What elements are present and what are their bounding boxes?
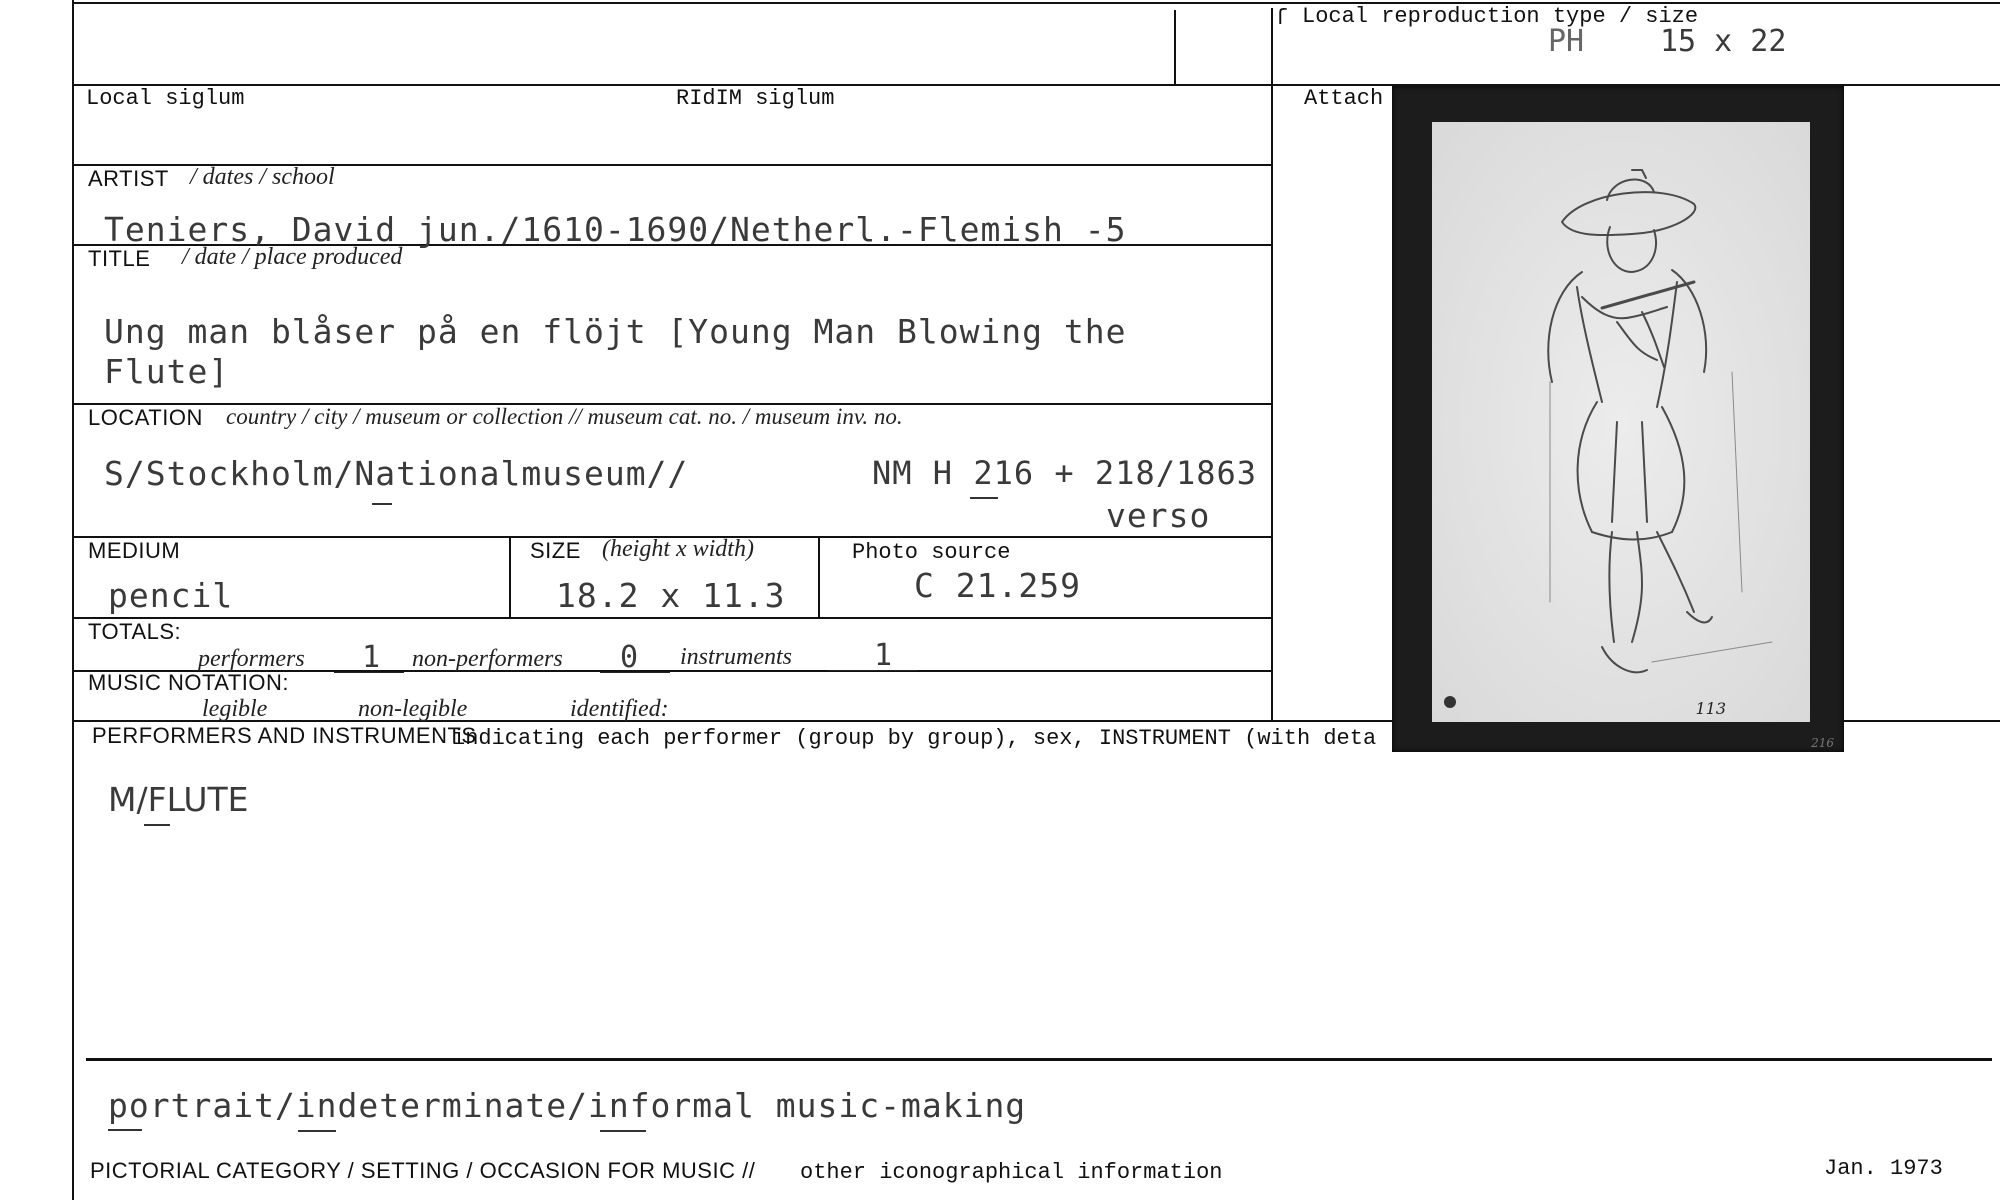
photo-corner-mark: 113 — [1695, 699, 1726, 718]
flute-player-sketch-icon — [1432, 122, 1810, 722]
ridim-siglum-label: RIdIM siglum — [676, 86, 835, 111]
attach-label: Attach — [1304, 86, 1384, 111]
photo-source-value: C 21.259 — [914, 566, 1081, 605]
size-value: 18.2 x 11.3 — [556, 576, 786, 615]
instruments-label: instruments — [680, 644, 793, 670]
size-sub-label: (height x width) — [602, 536, 754, 562]
identified-label: identified: — [570, 696, 669, 722]
instruments-blank — [828, 670, 918, 671]
location-value: S/Stockholm/Nationalmuseum// — [104, 454, 689, 493]
location-inv-no: NM H 216 + 218/1863 — [872, 454, 1258, 492]
photo-bottom-mark: 216 — [1811, 736, 1834, 750]
totals-label: TOTALS: — [88, 619, 182, 644]
reproduction-size: 15 x 22 — [1660, 24, 1787, 59]
portrait-underline-mark — [108, 1129, 142, 1131]
instruments-value: 1 — [874, 638, 893, 673]
music-notation-label: MUSIC NOTATION: — [88, 670, 290, 695]
non-legible-label: non-legible — [358, 696, 468, 722]
performers-label: performers — [198, 646, 305, 672]
title-value-line2: Flute] — [104, 352, 230, 391]
informal-underline-mark — [600, 1130, 646, 1132]
header-divider-left — [1174, 10, 1176, 85]
size-label: SIZE — [530, 538, 581, 563]
flute-underline-mark — [144, 824, 170, 826]
artist-sub-label: / dates / school — [190, 164, 335, 190]
reproduction-corner-mark: ſ — [1275, 6, 1289, 31]
performers-instruments-value: M/FLUTE — [108, 780, 249, 819]
card-date: Jan. 1973 — [1824, 1156, 1943, 1181]
attached-photograph — [1392, 86, 1844, 752]
medium-size-divider — [509, 536, 511, 618]
pictorial-value: portrait/indeterminate/informal music-making — [108, 1086, 1027, 1125]
title-label: TITLE — [88, 246, 151, 271]
drawing-paper — [1432, 122, 1810, 722]
medium-value: pencil — [108, 576, 234, 615]
local-siglum-label: Local siglum — [86, 86, 245, 111]
performers-value: 1 — [362, 640, 381, 675]
card-left-edge — [72, 0, 74, 1200]
indeterminate-underline-mark — [298, 1130, 336, 1132]
non-performers-value: 0 — [620, 640, 639, 675]
title-value-line1: Ung man blåser på en flöjt [Young Man Blowing the — [104, 312, 1127, 351]
performers-instruments-label: PERFORMERS AND INSTRUMENTS — [92, 723, 477, 748]
legible-label: legible — [202, 696, 268, 722]
artist-label: ARTIST — [88, 166, 169, 191]
location-inv-note: verso — [1106, 496, 1211, 535]
pictorial-top-rule — [86, 1058, 1992, 1061]
medium-label: MEDIUM — [88, 538, 181, 563]
local-reproduction-label: Local reproduction type / size — [1302, 4, 1699, 29]
location-label: LOCATION — [88, 405, 203, 430]
non-performers-label: non-performers — [412, 646, 563, 672]
photo-source-label: Photo source — [852, 540, 1011, 565]
pictorial-label: PICTORIAL CATEGORY / SETTING / OCCASION FOR MUSIC // — [90, 1158, 756, 1183]
size-photo-divider — [818, 536, 820, 618]
title-sub-label: / date / place produced — [182, 244, 403, 270]
pictorial-sub-label: other iconographical information — [800, 1160, 1223, 1185]
card-top-edge — [72, 2, 2000, 4]
medium-bottom-rule — [72, 617, 1271, 619]
location-sub-label: country / city / museum or collection // museum cat. no. / museum inv. no. — [226, 404, 903, 429]
reproduction-type: PH — [1548, 24, 1585, 59]
right-column-divider — [1271, 8, 1273, 720]
artist-value: Teniers, David jun./1610-1690/Netherl.-Flemish -5 — [104, 210, 1127, 249]
location-underline-mark — [372, 503, 392, 505]
performers-instruments-description: indicating each performer (group by group), sex, INSTRUMENT (with deta — [452, 726, 1377, 751]
inv-no-underline-mark — [970, 497, 998, 499]
